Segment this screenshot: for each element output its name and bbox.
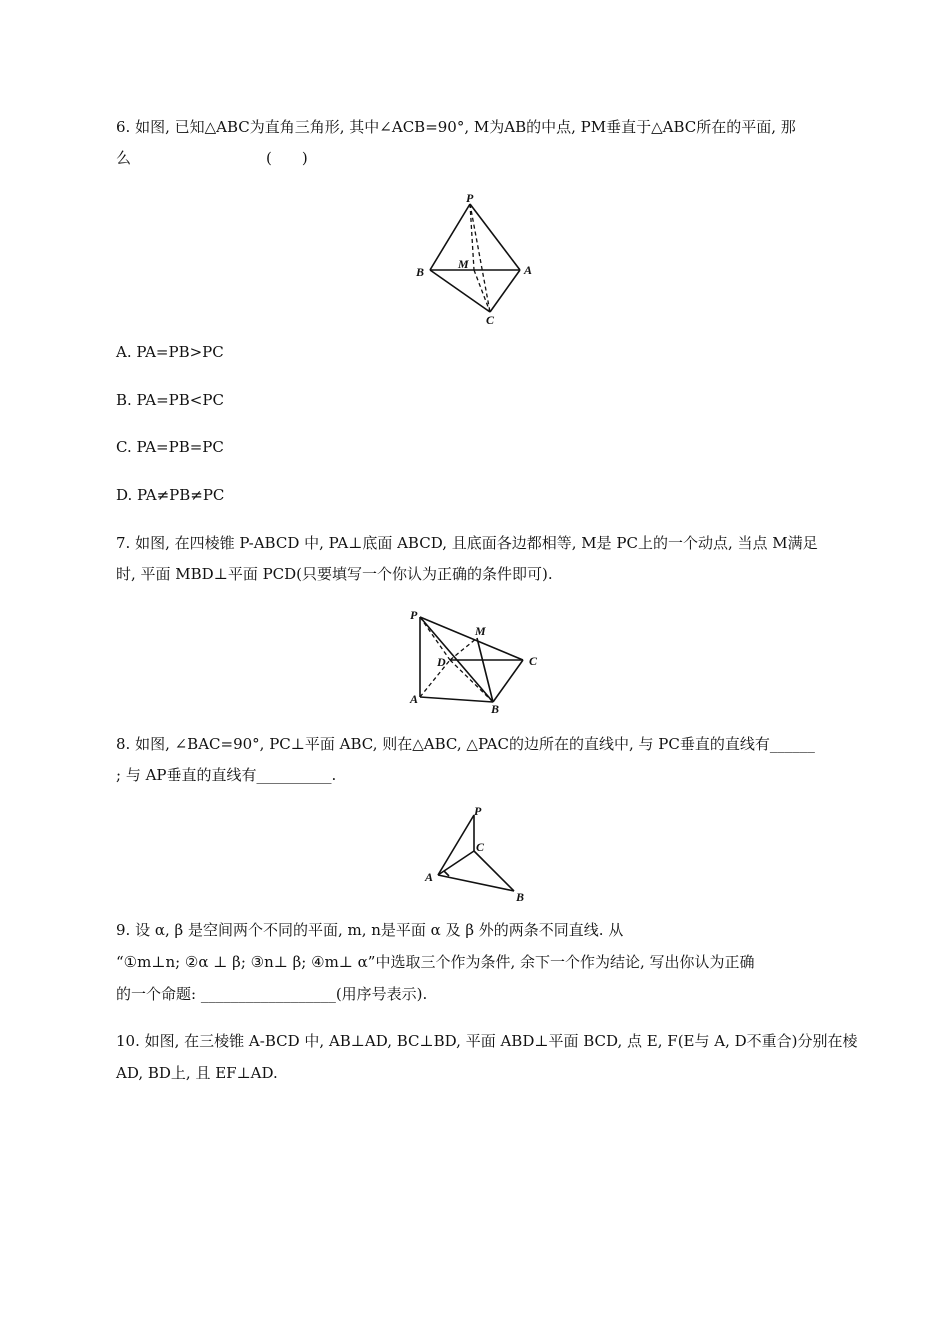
q6-answer-bracket: ( ): [266, 149, 308, 167]
q8-label-b: B: [516, 890, 525, 904]
q7-label-d: D: [437, 655, 446, 669]
q6-option-a: A. PA=PB>PC: [116, 343, 224, 361]
q7-figure: [405, 605, 555, 715]
q9-text-line2: “①m⊥n; ②α ⊥ β; ③n⊥ β; ④m⊥ α”中选取三个作为条件, 余下一个作为结论, 写出你认为正确: [116, 953, 755, 971]
q6-text-line2: 么: [116, 149, 132, 167]
q6-label-b: B: [416, 265, 425, 279]
q6-option-b: B. PA=PB<PC: [116, 391, 224, 409]
q6-label-m: M: [458, 257, 469, 271]
q6-label-c: C: [486, 313, 495, 327]
q7-label-c: C: [529, 654, 538, 668]
q7-label-p: P: [410, 608, 418, 622]
q8-figure: [418, 803, 538, 908]
q6-label-p: P: [466, 191, 474, 205]
q7-text-line2: 时, 平面 MBD⊥平面 PCD(只要填写一个你认为正确的条件即可).: [116, 565, 553, 583]
q10-text-line2: AD, BD上, 且 EF⊥AD.: [116, 1064, 278, 1082]
q6-option-c: C. PA=PB=PC: [116, 438, 224, 456]
q10-text-line1: 10. 如图, 在三棱锥 A-BCD 中, AB⊥AD, BC⊥BD, 平面 ABD⊥平面 BCD, 点 E, F(E与 A, D不重合)分别在棱: [116, 1032, 858, 1050]
q7-label-a: A: [410, 692, 419, 706]
q6-text-line1: 6. 如图, 已知△ABC为直角三角形, 其中∠ACB=90°, M为AB的中点, PM垂直于△ABC所在的平面, 那: [116, 118, 796, 136]
q7-label-m: M: [475, 624, 486, 638]
q9-text-line3: 的一个命题: __________________(用序号表示).: [116, 985, 428, 1003]
q9-text-line1: 9. 设 α, β 是空间两个不同的平面, m, n是平面 α 及 β 外的两条不同直线. 从: [116, 921, 624, 939]
q8-text-line1: 8. 如图, ∠BAC=90°, PC⊥平面 ABC, 则在△ABC, △PAC的边所在的直线中, 与 PC垂直的直线有______: [116, 735, 815, 753]
q6-label-a: A: [524, 263, 533, 277]
q8-label-p: P: [474, 804, 482, 818]
q6-figure: [410, 192, 550, 327]
q8-text-line2: ; 与 AP垂直的直线有__________.: [116, 766, 337, 784]
q8-label-a: A: [425, 870, 434, 884]
q7-text-line1: 7. 如图, 在四棱锥 P-ABCD 中, PA⊥底面 ABCD, 且底面各边都相等, M是 PC上的一个动点, 当点 M满足: [116, 534, 818, 552]
q7-label-b: B: [491, 702, 500, 716]
q8-label-c: C: [476, 840, 485, 854]
q6-option-d: D. PA≠PB≠PC: [116, 486, 225, 504]
